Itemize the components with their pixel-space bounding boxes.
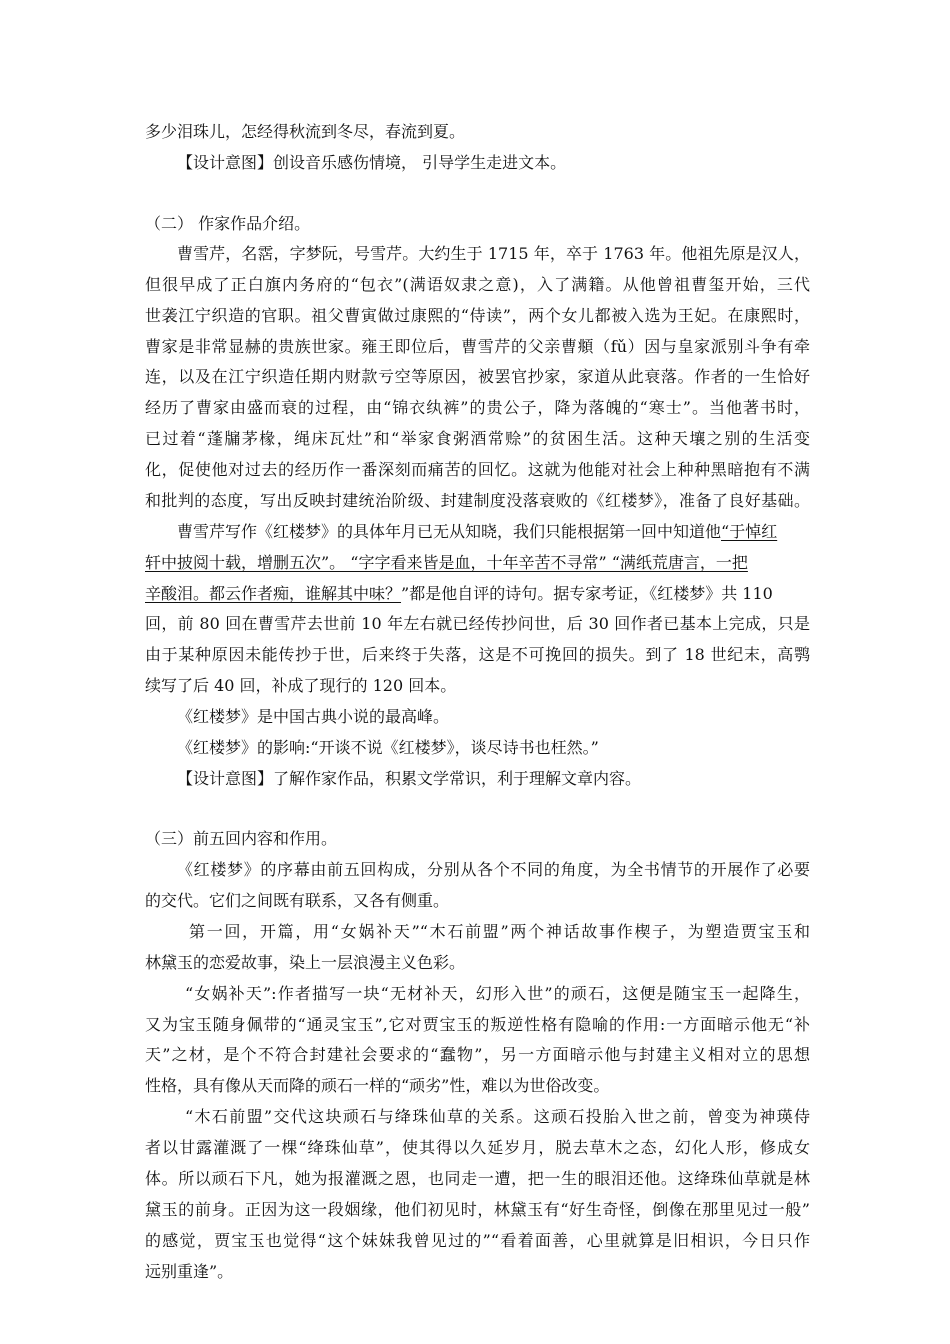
design-intent-author: 【设计意图】了解作家作品，积累文学常识，利于理解文章内容。 bbox=[177, 769, 642, 788]
quoted-poem: “于悼红 bbox=[721, 522, 778, 541]
mushi-line: 的感觉，贾宝玉也觉得“这个妹妹我曾见过的”“看着面善，心里就算是旧相识，今日只作 bbox=[145, 1231, 810, 1250]
section-two-heading: （二） 作家作品介绍。 bbox=[145, 214, 311, 233]
chapter-one-line: 第一回，开篇，用“女娲补天”“木石前盟”两个神话故事作楔子，为塑造贾宝玉和 bbox=[189, 922, 810, 941]
section-three-heading: （三）前五回内容和作用。 bbox=[145, 829, 338, 848]
mushi-line: 体。所以顽石下凡，她为报灌溉之恩，也同走一遭，把一生的眼泪还他。这绛珠仙草就是林 bbox=[145, 1169, 810, 1188]
quoted-poem: 轩中披阅十载，增删五次”。 “字字看来皆是血，十年辛苦不寻常” “满纸荒唐言，一把 bbox=[145, 553, 748, 572]
bio-line: 世袭江宁织造的官职。祖父曹寅做过康熙的“侍读”，两个女儿都被入选为王妃。在康熙时， bbox=[145, 306, 810, 325]
nvwa-line: 又为宝玉随身佩带的“通灵宝玉”,它对贾宝玉的叛逆性格有隐喻的作用:一方面暗示他无“补 bbox=[145, 1015, 810, 1034]
mushi-line: 者以甘露灌溉了一棵“绛珠仙草”，使其得以久延岁月，脱去草木之态，幻化人形，修成女 bbox=[145, 1138, 810, 1157]
bio-line: 曹雪芹，名霑，字梦阮，号雪芹。大约生于 1715 年，卒于 1763 年。他祖先原是汉人， bbox=[177, 244, 810, 263]
peak-statement: 《红楼梦》是中国古典小说的最高峰。 bbox=[177, 707, 450, 726]
writing-line: 由于某种原因未能传抄于世，后来终于失落，这是不可挽回的损失。到了 18 世纪末，高鹗 bbox=[145, 645, 810, 664]
bio-line: 但很早成了正白旗内务府的“包衣”(满语奴隶之意)，入了满籍。从他曾祖曹玺开始，三代 bbox=[145, 275, 810, 294]
bio-line: 已过着“蓬牖茅椽，绳床瓦灶”和“举家食粥酒常赊”的贫困生活。这种天壤之别的生活变 bbox=[145, 429, 810, 448]
nvwa-line: “女娲补天”:作者描写一块“无材补天，幻形入世”的顽石，这便是随宝玉一起降生， bbox=[185, 984, 810, 1003]
mushi-line: 远别重逢”。 bbox=[145, 1262, 234, 1281]
lyric-tail-line: 多少泪珠儿，怎经得秋流到冬尽，春流到夏。 bbox=[145, 122, 466, 141]
chapter-one-line: 林黛玉的恋爱故事，染上一层浪漫主义色彩。 bbox=[145, 953, 466, 972]
writing-line: 续写了后 40 回，补成了现行的 120 回本。 bbox=[145, 676, 457, 695]
writing-line bbox=[145, 548, 810, 578]
writing-text: 曹雪芹写作《红楼梦》的具体年月已无从知晓，我们只能根据第一回中知道他 bbox=[177, 522, 722, 541]
design-intent-music: 【设计意图】创设音乐感伤情境， 引导学生走进文本。 bbox=[177, 153, 567, 172]
influence-statement: 《红楼梦》的影响:“开谈不说《红楼梦》，谈尽诗书也枉然。” bbox=[177, 738, 599, 757]
bio-line: 连，以及在江宁织造任期内财款亏空等原因，被罢官抄家，家道从此衰落。作者的一生恰好 bbox=[145, 367, 810, 386]
writing-line: 回，前 80 回在曹雪芹去世前 10 年左右就已经传抄问世，后 30 回作者已基本上完成，只是 bbox=[145, 614, 810, 633]
nvwa-line: 天”之材，是个不符合封建社会要求的“蠢物”，另一方面暗示他与封建主义相对立的思想 bbox=[145, 1045, 810, 1064]
bio-line: 和批判的态度，写出反映封建统治阶级、封建制度没落衰败的《红楼梦》，准备了良好基础。 bbox=[145, 491, 810, 510]
bio-line: 经历了曹家由盛而衰的过程，由“锦衣纨裤”的贵公子，降为落魄的“寒士”。当他著书时， bbox=[145, 398, 810, 417]
mushi-line: 黛玉的前身。正因为这一段姻缘，他们初见时，林黛玉有“好生奇怪，倒像在那里见过一般” bbox=[145, 1200, 810, 1219]
writing-line bbox=[177, 517, 810, 547]
nvwa-line: 性格，具有像从天而降的顽石一样的“顽劣”性，难以为世俗改变。 bbox=[145, 1076, 610, 1095]
writing-text: ”都是他自评的诗句。据专家考证，《红楼梦》共 110 bbox=[401, 584, 773, 603]
overview-line: 《红楼梦》的序幕由前五回构成，分别从各个不同的角度，为全书情节的开展作了必要 bbox=[177, 860, 810, 879]
bio-line: 化，促使他对过去的经历作一番深刻而痛苦的回忆。这就为他能对社会上种种黑暗抱有不满 bbox=[145, 460, 810, 479]
mushi-line: “木石前盟”交代这块顽石与绛珠仙草的关系。这顽石投胎入世之前，曾变为神瑛侍 bbox=[185, 1107, 810, 1126]
overview-line: 的交代。它们之间既有联系，又各有侧重。 bbox=[145, 891, 450, 910]
writing-line bbox=[145, 579, 810, 609]
quoted-poem: 辛酸泪。都云作者痴，谁解其中味？ bbox=[145, 584, 402, 603]
bio-line: 曹家是非常显赫的贵族世家。雍王即位后，曹雪芹的父亲曹頫（fǔ）因与皇家派别斗争有牵 bbox=[145, 337, 810, 356]
